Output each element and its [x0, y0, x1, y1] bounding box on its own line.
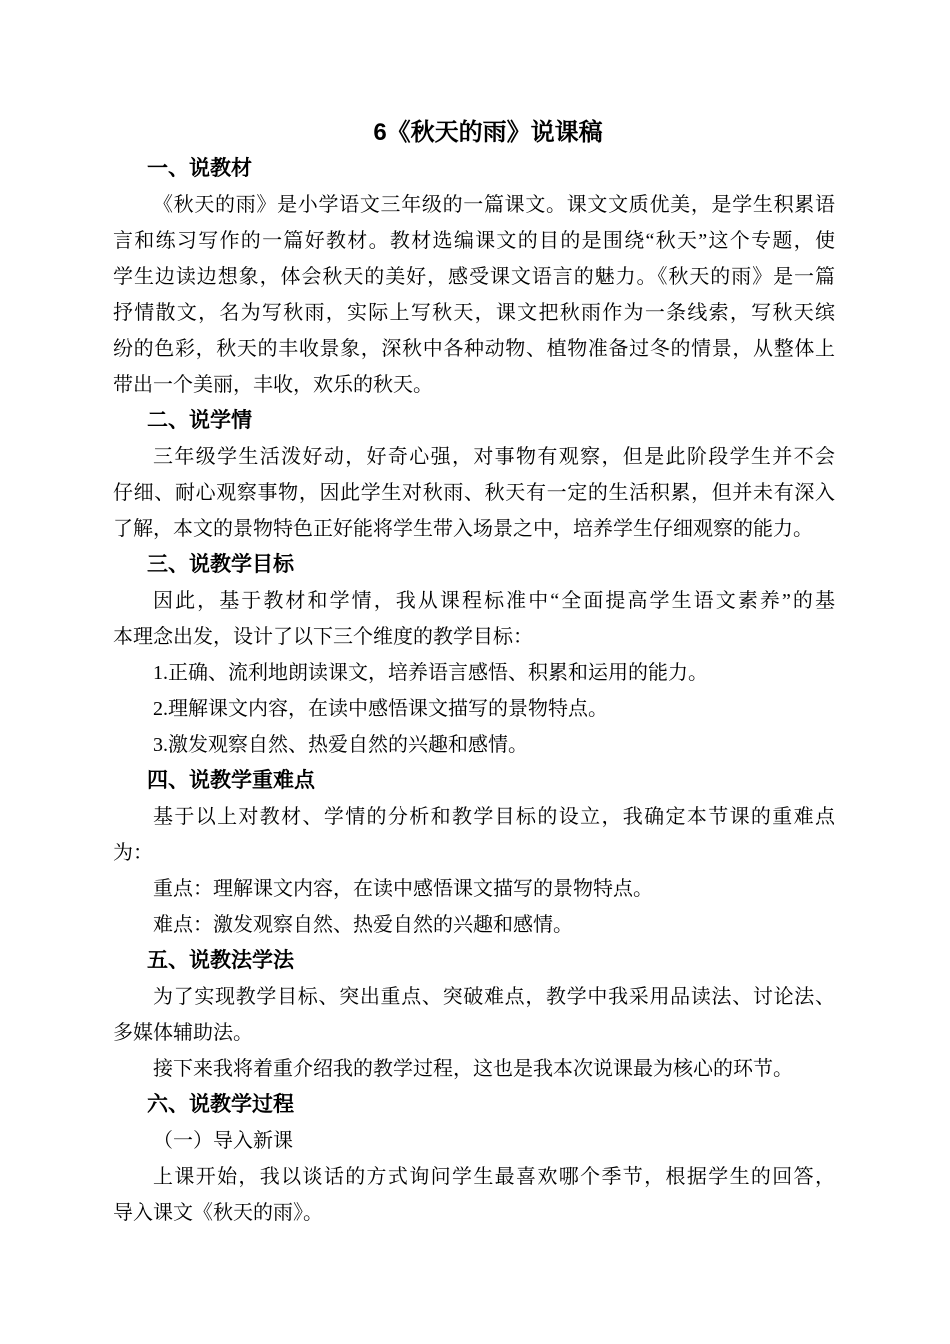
text-line: 3.激发观察自然、热爱自然的兴趣和感情。 — [153, 734, 528, 756]
text-line: 重点：理解课文内容，在读中感悟课文描写的景物特点。 — [153, 878, 653, 900]
text-line: 学生边读边想象，体会秋天的美好，感受课文语言的魅力。《秋天的雨》是一篇 — [113, 266, 835, 288]
text-line: 仔细、耐心观察事物，因此学生对秋雨、秋天有一定的生活积累，但并未有深入 — [113, 482, 835, 504]
text-line: 言和练习写作的一篇好教材。教材选编课文的目的是围绕“秋天”这个专题，使 — [113, 230, 835, 252]
text-line: 抒情散文，名为写秋雨，实际上写秋天，课文把秋雨作为一条线索，写秋天缤 — [113, 302, 835, 324]
text-line: 1.正确、流利地朗读课文，培养语言感悟、积累和运用的能力。 — [153, 662, 708, 684]
paragraph — [113, 1159, 835, 1231]
section-heading: 二、说学情 — [147, 409, 252, 432]
text-line: 《秋天的雨》是小学语文三年级的一篇课文。课文文质优美，是学生积累语 — [153, 194, 835, 216]
paragraph — [113, 727, 835, 763]
document-body — [113, 151, 835, 1231]
paragraph — [113, 691, 835, 727]
paragraph — [113, 655, 835, 691]
text-line: 基于以上对教材、学情的分析和教学目标的设立，我确定本节课的重难点 — [153, 806, 835, 828]
document-title: 6《秋天的雨》说课稿 — [373, 119, 603, 146]
paragraph — [113, 1051, 835, 1087]
paragraph — [113, 871, 835, 907]
text-line: 为： — [113, 842, 153, 864]
section-heading: 三、说教学目标 — [147, 553, 294, 576]
section-heading: 五、说教法学法 — [147, 949, 294, 972]
paragraph — [113, 439, 835, 547]
text-line: 本理念出发，设计了以下三个维度的教学目标： — [113, 626, 533, 648]
text-line: 2.理解课文内容，在读中感悟课文描写的景物特点。 — [153, 698, 608, 720]
text-line: 上课开始，我以谈话的方式询问学生最喜欢哪个季节，根据学生的回答， — [153, 1166, 835, 1188]
text-line: 纷的色彩，秋天的丰收景象，深秋中各种动物、植物准备过冬的情景，从整体上 — [113, 338, 835, 360]
paragraph — [113, 979, 835, 1051]
section-heading: 四、说教学重难点 — [147, 769, 315, 792]
text-line: 了解，本文的景物特色正好能将学生带入场景之中，培养学生仔细观察的能力。 — [113, 518, 813, 540]
paragraph — [113, 799, 835, 871]
text-line: （一）导入新课 — [153, 1130, 293, 1152]
text-line: 难点：激发观察自然、热爱自然的兴趣和感情。 — [153, 914, 573, 936]
text-line: 带出一个美丽，丰收，欢乐的秋天。 — [113, 374, 433, 396]
text-line: 因此，基于教材和学情，我从课程标准中“全面提高学生语文素养”的基 — [153, 590, 835, 612]
section-heading: 六、说教学过程 — [147, 1093, 294, 1116]
text-line: 导入课文《秋天的雨》。 — [113, 1202, 323, 1224]
paragraph — [113, 583, 835, 655]
paragraph — [113, 187, 835, 403]
paragraph — [113, 1123, 835, 1159]
text-line: 三年级学生活泼好动，好奇心强，对事物有观察，但是此阶段学生并不会 — [153, 446, 835, 468]
paragraph — [113, 907, 835, 943]
text-line: 为了实现教学目标、突出重点、突破难点，教学中我采用品读法、讨论法、 — [153, 986, 835, 1008]
text-line: 接下来我将着重介绍我的教学过程，这也是我本次说课最为核心的环节。 — [153, 1058, 793, 1080]
section-heading: 一、说教材 — [147, 157, 252, 180]
text-line: 多媒体辅助法。 — [113, 1022, 253, 1044]
